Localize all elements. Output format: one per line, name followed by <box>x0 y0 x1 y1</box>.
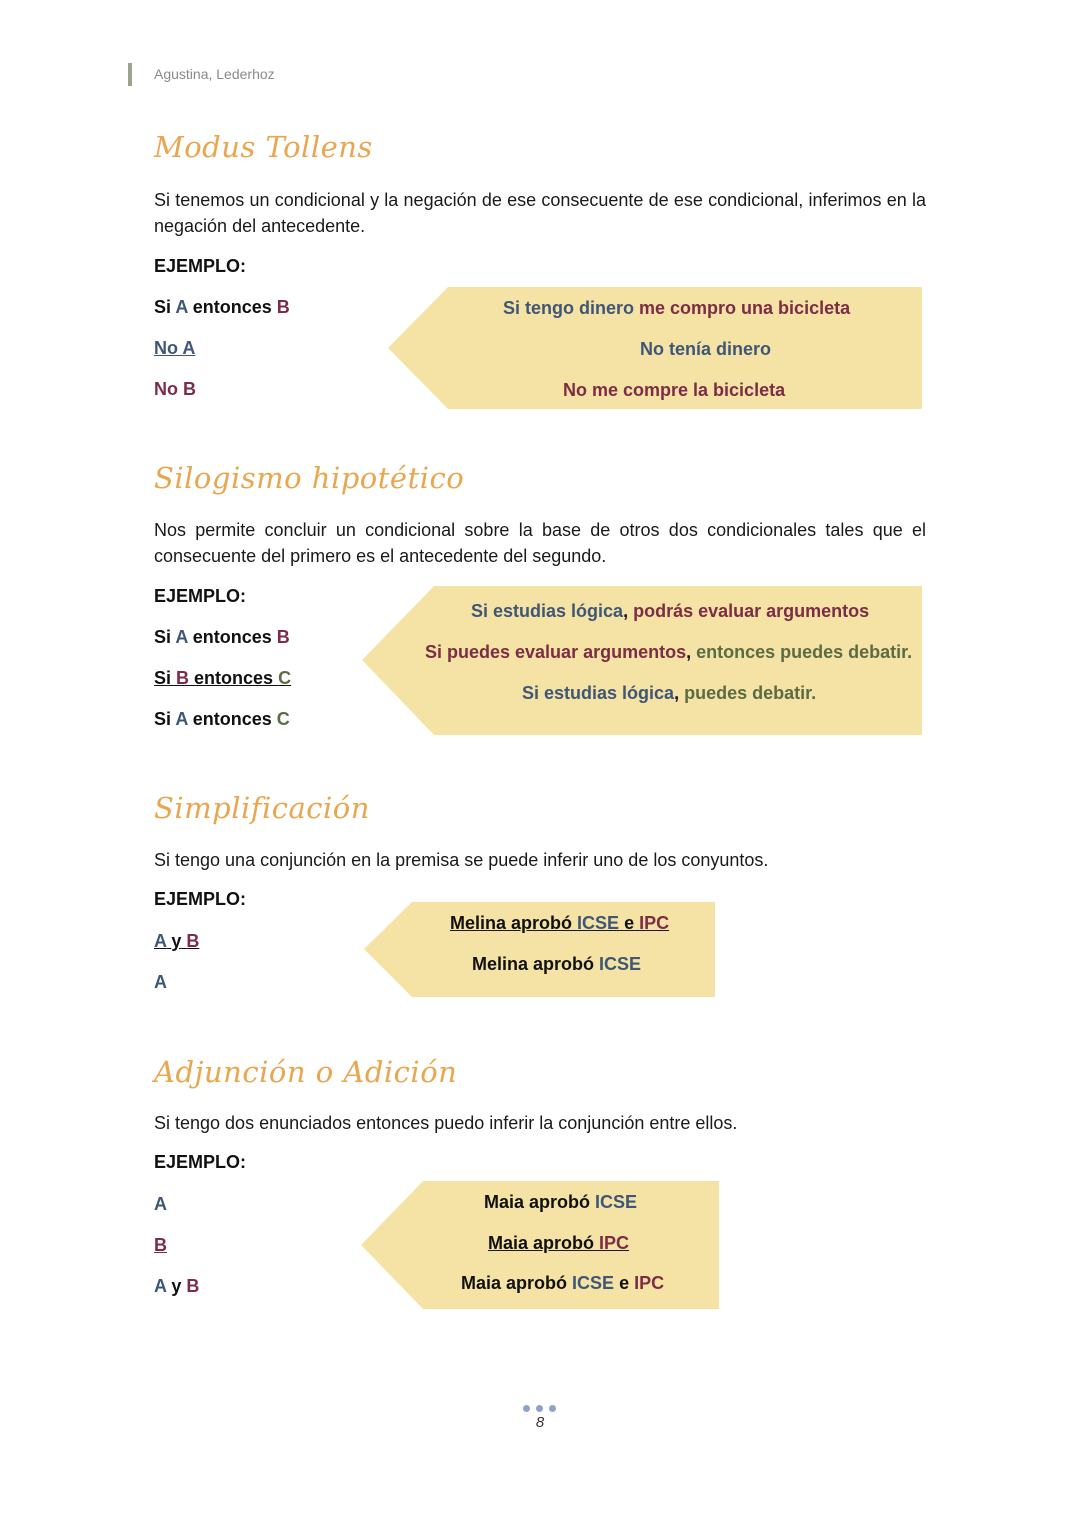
subject-icse: ICSE <box>599 954 642 974</box>
antecedent: Si tengo dinero <box>503 298 635 318</box>
page-number: 8 <box>535 1414 545 1431</box>
connective: Si <box>154 297 172 317</box>
connective: Si <box>154 709 172 729</box>
modus-tollens-formula-2 <box>154 338 195 359</box>
var-b: B <box>186 931 200 951</box>
section-title-modus-tollens: Modus Tollens <box>154 130 373 164</box>
adjuncion-example-banner <box>361 1181 719 1309</box>
simplificacion-description: Si tengo una conjunción en la premisa se puede inferir uno de los conyuntos. <box>154 850 769 870</box>
var-a: A <box>175 627 188 647</box>
antecedent: Si estudias lógica <box>471 601 624 621</box>
adjuncion-formula-1: A <box>154 1194 167 1214</box>
antecedent: Si puedes evaluar argumentos <box>425 642 687 662</box>
var-b: B <box>186 1276 200 1296</box>
subject: Maia aprobó <box>484 1192 591 1212</box>
modus-tollens-description: Si tenemos un condicional y la negación de ese consecuente de ese condicional, inferimos en la negación del antecedente. <box>154 190 926 236</box>
subject-ipc: IPC <box>599 1233 630 1253</box>
header-accent-bar <box>128 63 132 86</box>
modus-tollens-formula-1 <box>154 297 290 318</box>
connective: entonces <box>192 627 272 647</box>
banner-line-1 <box>471 601 869 622</box>
connective: e <box>619 1273 630 1293</box>
var-c: C <box>278 668 292 688</box>
subject-icse: ICSE <box>577 913 620 933</box>
simplificacion-formula-2: A <box>154 972 167 992</box>
dot <box>549 1405 556 1412</box>
header-author: Agustina, Lederhoz <box>154 66 275 82</box>
section-title-simplificacion: Simplificación <box>154 791 370 825</box>
silogismo-description: Nos permite concluir un condicional sobre la base de otros dos condicionales tales que el consecuente del primero es el antecedente del segundo. <box>154 520 926 566</box>
consequent: puedes debatir. <box>684 683 817 703</box>
connective: entonces <box>192 709 272 729</box>
footer-dots-icon <box>520 1405 560 1413</box>
comma: , <box>686 642 692 662</box>
subject: Maia aprobó <box>461 1273 568 1293</box>
silogismo-example-banner <box>362 586 922 735</box>
connective: entonces <box>194 668 274 688</box>
connective: Si <box>154 627 172 647</box>
subject-icse: ICSE <box>572 1273 615 1293</box>
banner-line-2 <box>488 1233 629 1254</box>
section-title-silogismo: Silogismo hipotético <box>154 461 465 495</box>
adjuncion-formula-2: B <box>154 1235 167 1255</box>
adjuncion-description: Si tengo dos enunciados entonces puedo inferir la conjunción entre ellos. <box>154 1113 738 1133</box>
connective: e <box>624 913 635 933</box>
dot <box>536 1405 543 1412</box>
var-a: A <box>175 297 188 317</box>
banner-line-2 <box>425 642 912 663</box>
silogismo-formula-3 <box>154 709 290 730</box>
connective: No <box>154 338 178 358</box>
connective: y <box>171 1276 182 1296</box>
consequent: podrás evaluar argumentos <box>633 601 870 621</box>
consequent: entonces puedes debatir. <box>696 642 913 662</box>
banner-line-2: No tenía dinero <box>640 339 772 359</box>
subject-ipc: IPC <box>639 913 670 933</box>
comma: , <box>623 601 629 621</box>
subject-icse: ICSE <box>595 1192 638 1212</box>
banner-line-1 <box>503 298 850 319</box>
consequent: me compro una bicicleta <box>639 298 851 318</box>
silogismo-example-label: EJEMPLO: <box>154 586 247 606</box>
subject-ipc: IPC <box>634 1273 665 1293</box>
adjuncion-example-label: EJEMPLO: <box>154 1152 247 1172</box>
var-b: B <box>276 297 290 317</box>
simplificacion-example-label: EJEMPLO: <box>154 889 247 909</box>
connective: y <box>171 931 182 951</box>
silogismo-formula-1 <box>154 627 290 648</box>
var-b: B <box>176 668 190 688</box>
var-a: A <box>154 1276 167 1296</box>
section-title-adjuncion: Adjunción o Adición <box>154 1055 458 1089</box>
silogismo-formula-2 <box>154 668 291 689</box>
modus-tollens-example-banner <box>388 287 922 409</box>
banner-line-1 <box>450 913 669 934</box>
dot <box>523 1405 530 1412</box>
var-b: B <box>276 627 290 647</box>
antecedent: Si estudias lógica <box>522 683 675 703</box>
var-a: A <box>182 338 196 358</box>
simplificacion-formula-1 <box>154 931 199 952</box>
banner-line-3 <box>461 1273 664 1294</box>
banner-line-2 <box>472 954 641 975</box>
connective: No <box>154 379 178 399</box>
connective: Si <box>154 668 172 688</box>
comma: , <box>674 683 680 703</box>
connective: entonces <box>192 297 272 317</box>
var-a: A <box>154 931 167 951</box>
var-b: B <box>183 379 197 399</box>
subject: Melina aprobó <box>450 913 573 933</box>
banner-line-1 <box>484 1192 637 1213</box>
var-a: A <box>175 709 188 729</box>
modus-tollens-formula-3 <box>154 379 196 400</box>
banner-line-3: No me compre la bicicleta <box>563 380 786 400</box>
adjuncion-formula-3 <box>154 1276 199 1297</box>
modus-tollens-example-label: EJEMPLO: <box>154 256 247 276</box>
banner-line-3 <box>522 683 816 704</box>
subject: Melina aprobó <box>472 954 595 974</box>
simplificacion-example-banner <box>364 902 715 997</box>
var-c: C <box>276 709 290 729</box>
subject: Maia aprobó <box>488 1233 595 1253</box>
